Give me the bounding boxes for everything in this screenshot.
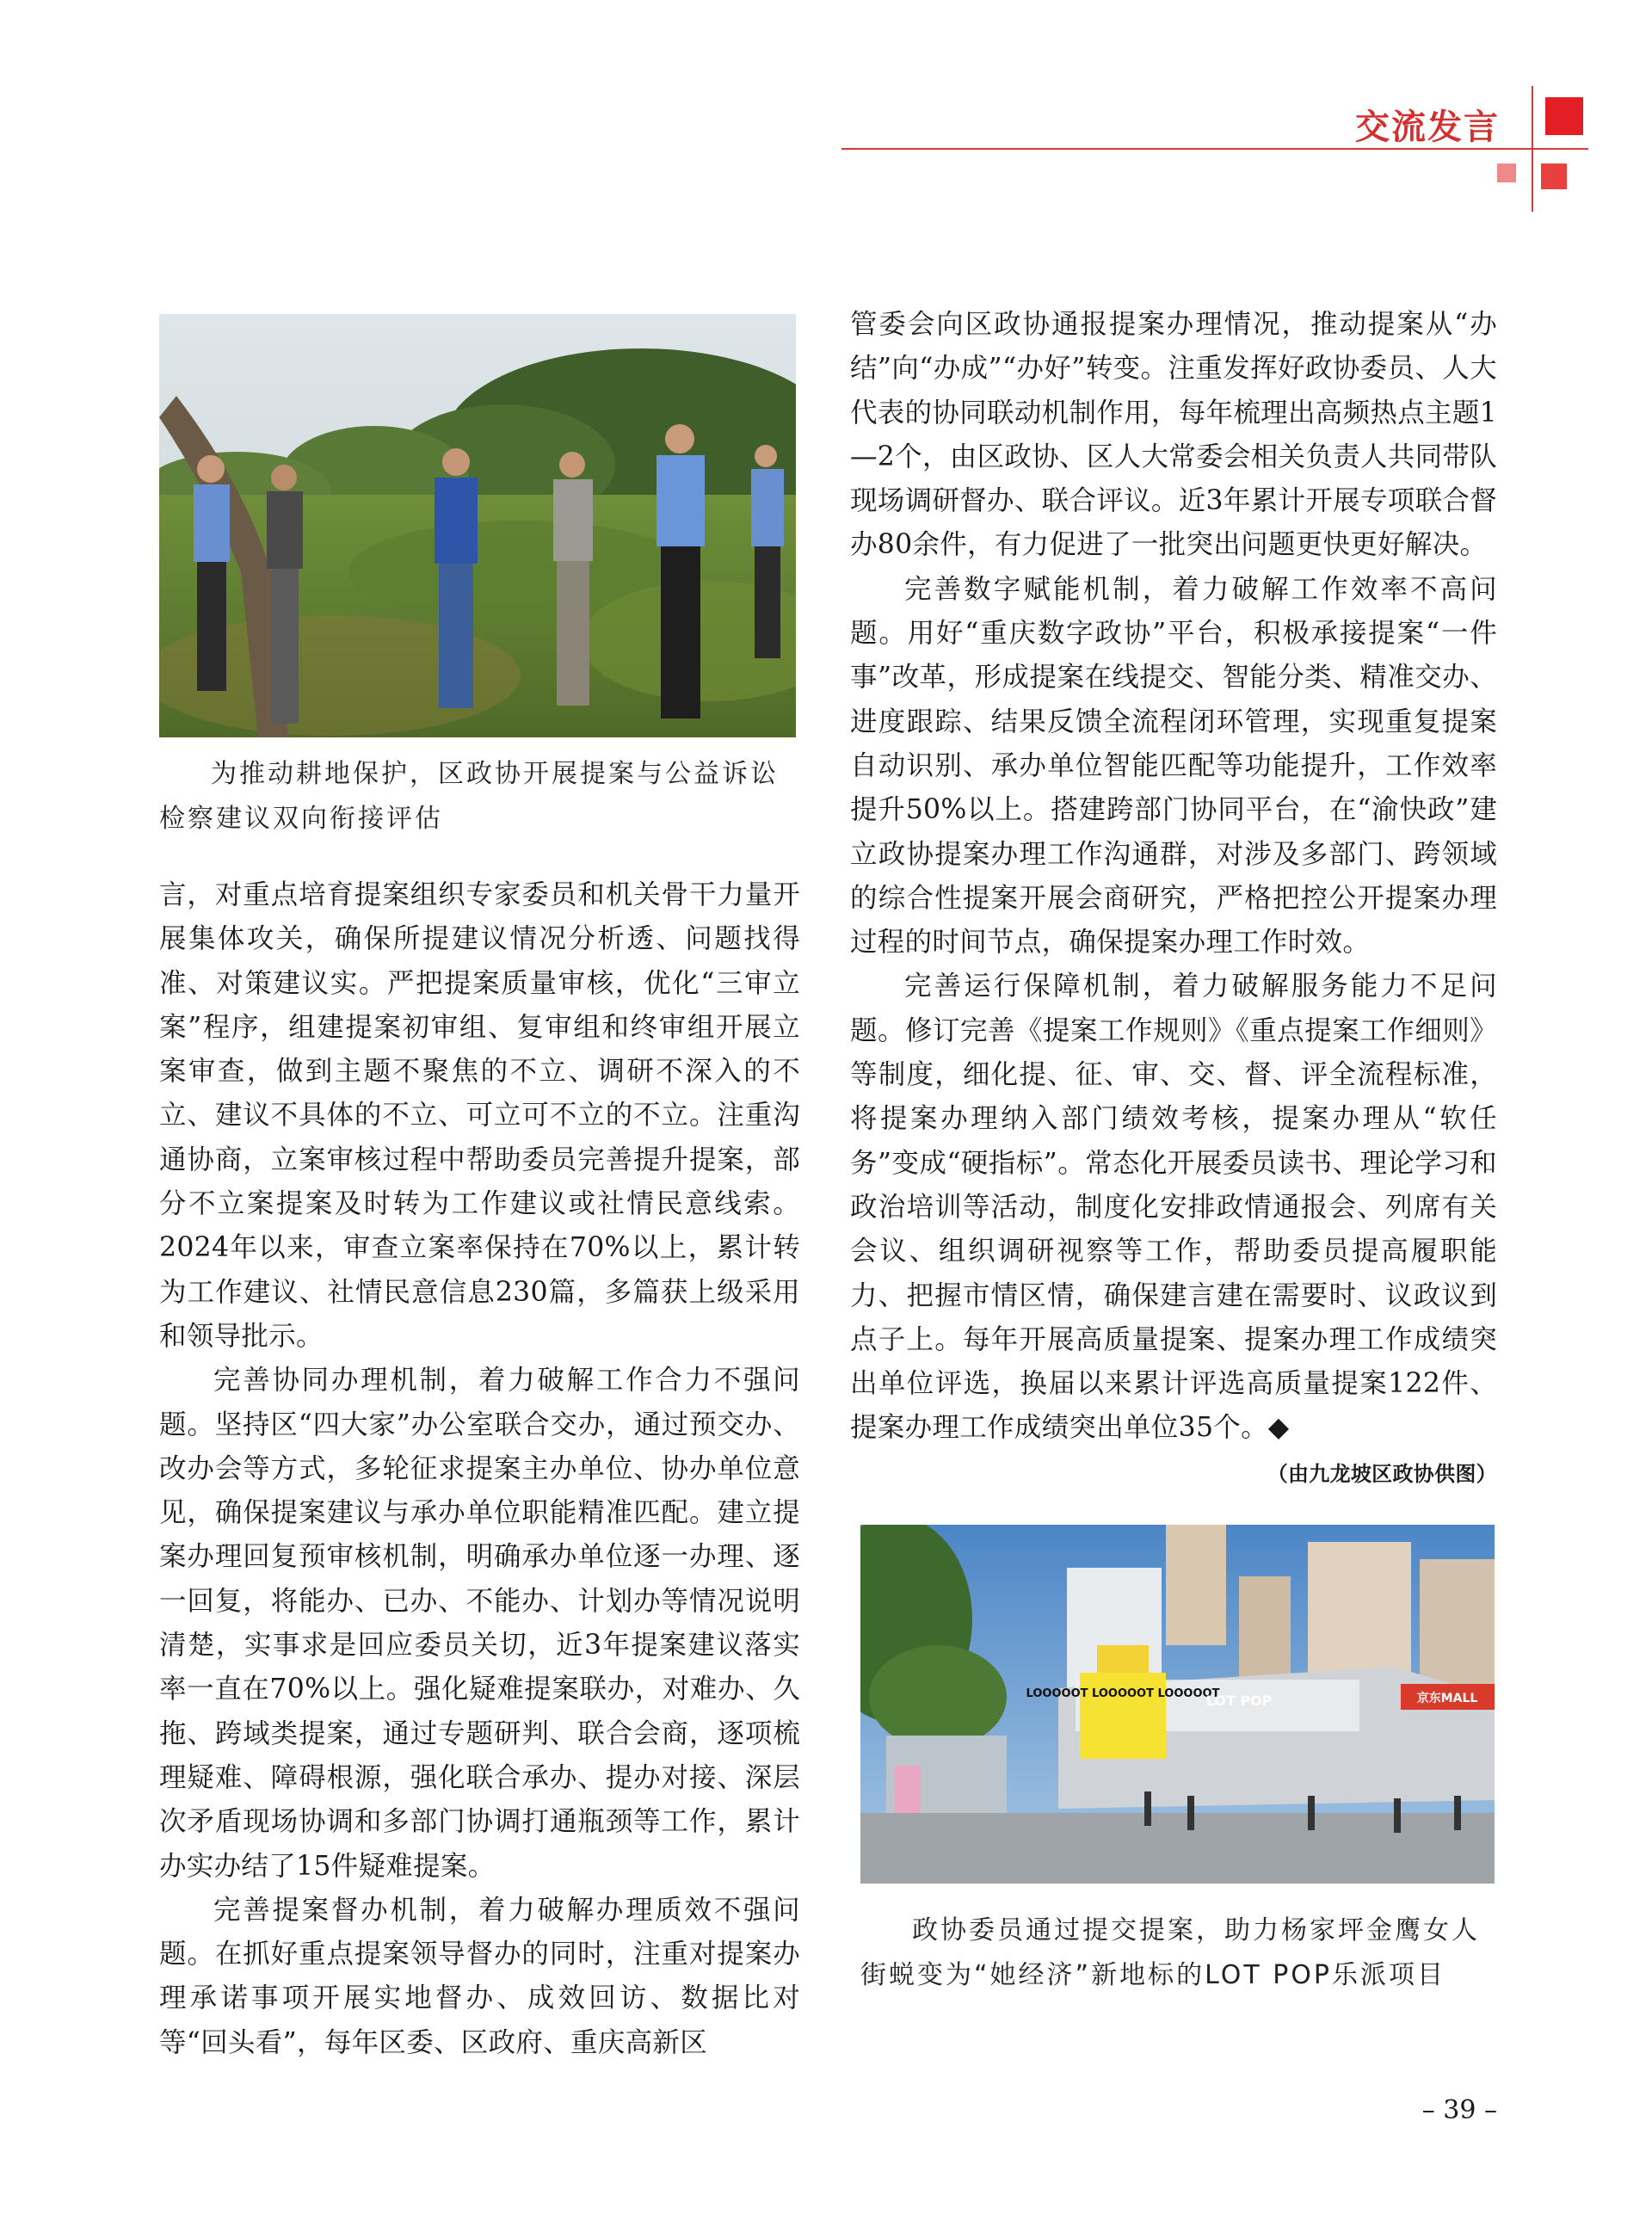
header-rule [841, 148, 1588, 150]
lococot-sign-text: LOOOOOT LOOOOOT LOOOOOT [1026, 1687, 1220, 1700]
header-square-large [1545, 97, 1583, 135]
right-paragraph-1: 管委会向区政协通报提案办理情况，推动提案从“办结”向“办成”“办好”转变。注重发挥好政协委员、人大代表的协同联动机制作用，每年梳理出高频热点主题1—2个，由区政协、区人大常委会相关负责人共同带队现场调研督办、联合评议。近3年累计开展专项联合督办80余件，有力促进了一批突出问题更快更好解决。 [850, 309, 1497, 561]
right-paragraph-3-text: 完善运行保障机制，着力破解服务能力不足问题。修订完善《提案工作规则》《重点提案工作细则》等制度，细化提、征、审、交、督、评全流程标准，将提案办理纳入部门绩效考核，提案办理从“软任务”变成“硬指标”。常态化开展委员读书、理论学习和政治培训等活动，制度化安排政情通报会、列席有关会议、组织调研视察等工作，帮助委员提高履职能力、把握市情区情，确保建言建在需要时、议政议到点子上。每年开展高质量提案、提案办理工作成绩突出单位评选，换届以来累计评选高质量提案122件、提案办理工作成绩突出单位35个。◆ [850, 971, 1497, 1444]
photo1-caption-line1: 为推动耕地保护，区政协开展提案与公益诉讼 [211, 759, 779, 789]
photo-lot-pop-mall [860, 1525, 1495, 1884]
section-label: 交流发言 [1355, 108, 1500, 147]
store-sign-text: 京东MALL [1416, 1692, 1478, 1705]
right-paragraph-3 [850, 965, 1497, 1486]
photo1-caption [159, 752, 800, 842]
photo-source-credit: （由九龙坡区政协供图） [1267, 1461, 1497, 1486]
photo1-caption-line2: 检察建议双向衔接评估 [159, 804, 443, 834]
right-paragraph-2: 完善数字赋能机制，着力破解工作效率不高问题。用好“重庆数字政协”平台，积极承接提案“一件事”改革，形成提案在线提交、智能分类、精准交办、进度跟踪、结果反馈全流程闭环管理，实现重复提案自动识别、承办单位智能匹配等功能提升，工作效率提升50%以上。搭建跨部门协同平台，在“渝快政”建立政协提案办理工作沟通群，对涉及多部门、跨领域的综合性提案开展会商研究，严格把控公开提案办理过程的时间节点，确保提案办理工作时效。 [850, 573, 1497, 959]
header-square-medium [1541, 163, 1567, 189]
photo2-caption-line1: 政协委员通过提交提案，助力杨家坪金鹰女人 [912, 1915, 1480, 1945]
right-column-text [850, 303, 1497, 1496]
photo2-caption [860, 1908, 1501, 1998]
left-column-text [159, 873, 800, 2065]
left-paragraph-2: 完善协同办理机制，着力破解工作合力不强问题。坚持区“四大家”办公室联合交办，通过预交办、改办会等方式，多轮征求提案主办单位、协办单位意见，确保提案建议与承办单位职能精准匹配。建立提案办理回复预审核机制，明确承办单位逐一办理、逐一回复，将能办、已办、不能办、计划办等情况说明清楚，实事求是回应委员关切，近3年提案建议落实率一直在70%以上。强化疑难提案联办，对难办、久拖、跨域类提案，通过专题研判、联合会商，逐项梳理疑难、障碍根源，强化联合承办、提办对接、深层次矛盾现场协调和多部门协调打通瓶颈等工作，累计办实办结了15件疑难提案。 [159, 1365, 800, 1882]
photo-farmland-inspection [159, 314, 796, 737]
photo2-caption-line2: 街蜕变为“她经济”新地标的LOT POP乐派项目 [860, 1960, 1446, 1990]
page-number: – 39 – [1421, 2095, 1497, 2125]
mall-sign-text: LOT POP [1205, 1693, 1273, 1709]
left-paragraph-1: 言，对重点培育提案组织专家委员和机关骨干力量开展集体攻关，确保所提建议情况分析透、问题找得准、对策建议实。严把提案质量审核，优化“三审立案”程序，组建提案初审组、复审组和终审组开展立案审查，做到主题不聚焦的不立、调研不深入的不立、建议不具体的不立、可立可不立的不立。注重沟通协商，立案审核过程中帮助委员完善提升提案，部分不立案提案及时转为工作建议或社情民意线索。2024年以来，审查立案率保持在70%以上，累计转为工作建议、社情民意信息230篇，多篇获上级采用和领导批示。 [159, 879, 800, 1352]
left-paragraph-3: 完善提案督办机制，着力破解办理质效不强问题。在抓好重点提案领导督办的同时，注重对提案办理承诺事项开展实地督办、成效回访、数据比对等“回头看”，每年区委、区政府、重庆高新区 [159, 1894, 800, 2058]
header-square-small [1497, 163, 1516, 182]
header-vertical-rule [1532, 86, 1533, 212]
